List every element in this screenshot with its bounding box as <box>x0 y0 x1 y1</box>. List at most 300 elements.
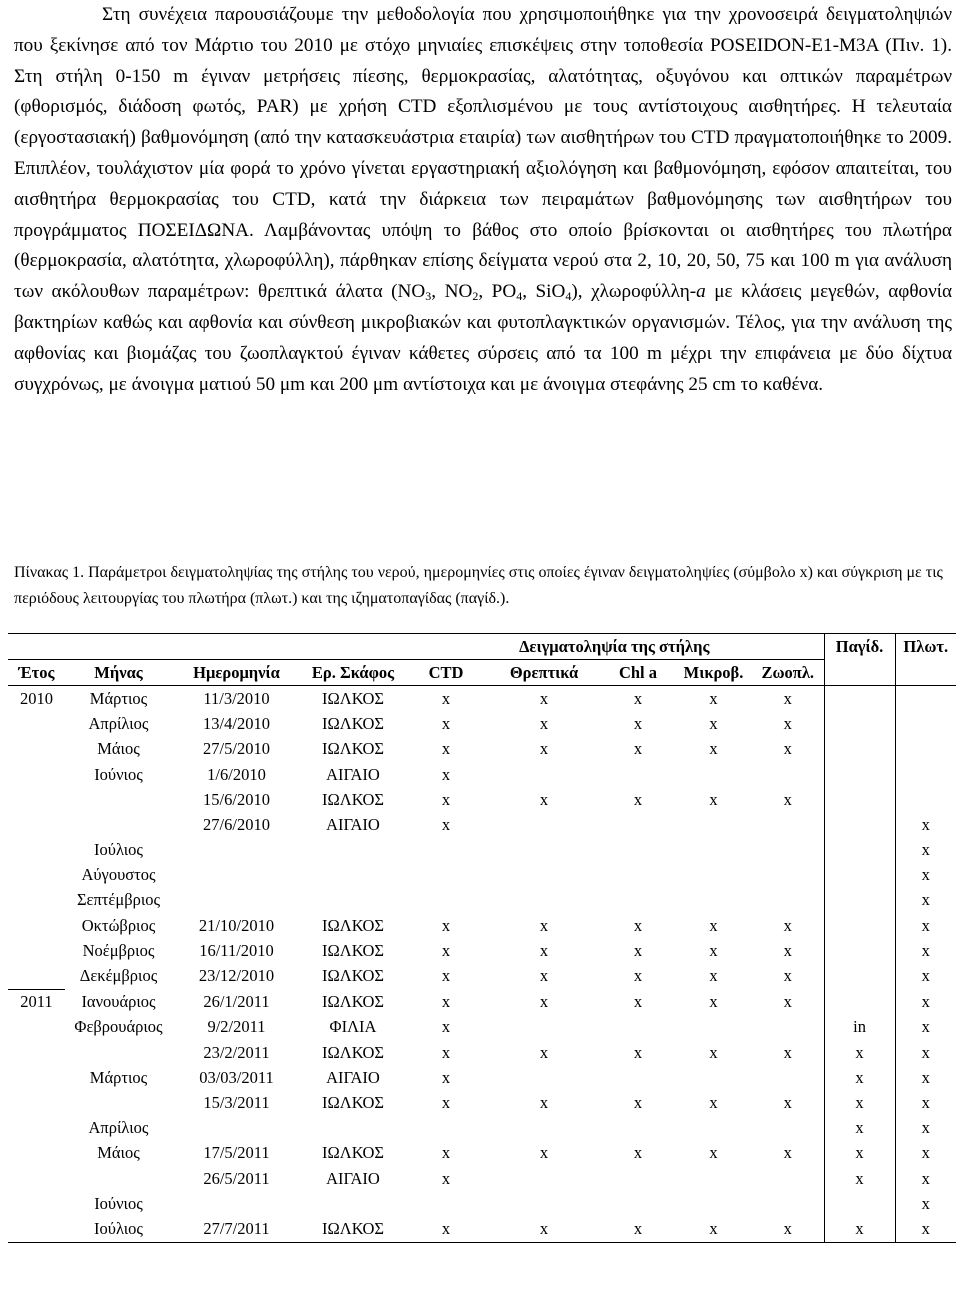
table-cell: x <box>895 1116 956 1141</box>
table-cell: 27/5/2010 <box>203 739 270 759</box>
table-row <box>8 963 956 989</box>
table-cell <box>675 762 752 787</box>
table-cell <box>824 787 895 812</box>
table-cell: 23/2/2011 <box>203 1042 270 1062</box>
table-row <box>8 938 956 963</box>
table-cell: x <box>783 1092 792 1112</box>
table-cell <box>8 1216 65 1242</box>
table-cell: Ιούλιος <box>94 840 143 860</box>
table-cell: x <box>783 915 792 935</box>
table-cell: 21/10/2010 <box>198 915 275 935</box>
table-cell: 17/5/2011 <box>203 1143 270 1163</box>
table-caption: Πίνακας 1. Παράμετροι δειγματοληψίας της στήλης του νερού, ημερομηνίες στις οποίες έγιναν δειγματοληψίες (σύμβολο x) και σύγκριση με τις περιόδους λειτουργίας του πλωτήρα (πλωτ.) και της ιζηματοπαγίδας (παγίδ.). <box>14 564 943 607</box>
table-cell: ΙΩΛΚΟΣ <box>321 1092 385 1112</box>
table-cell: x <box>539 966 549 986</box>
table-row <box>8 863 956 888</box>
table-cell <box>8 1015 65 1040</box>
table-cell <box>65 812 172 837</box>
table-cell: ΙΩΛΚΟΣ <box>321 688 385 708</box>
table-cell: x <box>441 1067 451 1087</box>
table-cell: x <box>633 940 643 960</box>
table-cell: x <box>441 991 451 1011</box>
col-header-chl: Chl a <box>601 660 675 686</box>
table-cell <box>752 838 824 863</box>
table-cell: x <box>783 789 792 809</box>
paragraph-text-3: Επιπλέον, τουλάχιστον μία φορά το χρόνο γίνεται εργαστηριακή αξιολόγηση και βαθμονόμηση, εφόσον απαιτείται, του αισθητήρα θερμοκρασίας του CTD, κατά την διάρκεια των πειραμάτων βαθμονόμησης των αισθητήρων του προγράμματος ΠΟΣΕΙΔΩΝΑ. Λαμβάνοντας υπόψη το βάθος στο οποίο βρίσκονται οι αισθητήρες του πλωτήρα (θερμοκρασία, αλατότητα, χλωροφύλλη), πάρθηκαν επίσης δείγματα νερού στα 2, 10, 20, 50, 75 και 100 m για ανάλυση των ακόλουθων παραμέτρων: θρεπτικά άλατα (NO <box>14 157 952 303</box>
table-cell: x <box>783 688 792 708</box>
table-cell: x <box>405 1216 487 1242</box>
table-cell: ΙΩΛΚΟΣ <box>321 739 385 759</box>
table-cell <box>752 863 824 888</box>
table-row <box>8 1015 956 1040</box>
table-cell: x <box>895 1090 956 1115</box>
table-cell <box>824 712 895 737</box>
table-cell: x <box>539 789 549 809</box>
table-cell: x <box>824 1141 895 1166</box>
table-cell <box>824 913 895 938</box>
table-cell: x <box>441 940 451 960</box>
table-cell <box>301 863 405 888</box>
table-cell: x <box>824 1166 895 1191</box>
table-header-row-1 <box>8 634 956 660</box>
subscript: 4 <box>565 289 572 304</box>
table-cell: x <box>487 1216 601 1242</box>
paragraph-text-1: Στη συνέχεια παρουσιάζουμε την μεθοδολογία που χρησιμοποιήθηκε για την χρονοσειρά δειγματοληψιών που ξεκίνησε από τον Μάρτιο του 2010 με στόχο μηνιαίες επισκέψεις στην τοποθεσία POSEIDON-E1-M3A (Πιν. 1). <box>14 4 952 56</box>
table-row <box>8 1065 956 1090</box>
table-cell <box>8 913 65 938</box>
table-cell: x <box>441 1042 451 1062</box>
subscript: 2 <box>472 289 479 304</box>
table-cell: x <box>824 1040 895 1065</box>
table-cell <box>752 888 824 913</box>
table-cell <box>8 863 65 888</box>
table-cell: ΙΩΛΚΟΣ <box>321 1042 385 1062</box>
table-cell <box>8 938 65 963</box>
table-cell <box>675 838 752 863</box>
table-row <box>8 1090 956 1115</box>
table-cell <box>172 888 301 913</box>
table-cell: x <box>539 1143 549 1163</box>
table-cell: 2011 <box>8 989 65 1015</box>
table-cell: 26/1/2011 <box>203 991 270 1011</box>
table-cell: x <box>539 940 549 960</box>
table-cell <box>601 1166 675 1191</box>
paragraph-text-2: Στη στήλη 0-150 m έγιναν μετρήσεις πίεσης, θερμοκρασίας, αλατότητας, οξυγόνου και οπτικών παραμέτρων (φθορισμός, διάδοση φωτός, PAR) με χρήση CTD εξοπλισμένου με τους αντίστοιχους αισθητήρες. Η τελευταία (εργοστασιακή) βαθμονόμηση (από την κατασκευάστρια εταιρία) των αισθητήρων του CTD πραγματοποιήθηκε το 2009. <box>14 65 952 149</box>
table-cell <box>65 787 172 812</box>
header-cell-buoy-empty <box>895 660 956 686</box>
table-cell <box>895 686 956 712</box>
buoy-header: Πλωτ. <box>895 634 956 660</box>
table-cell <box>8 1141 65 1166</box>
table-cell <box>487 1191 601 1216</box>
table-cell <box>8 1166 65 1191</box>
table-cell <box>487 888 601 913</box>
table-cell: x <box>709 714 718 734</box>
table-cell: ΙΩΛΚΟΣ <box>321 991 385 1011</box>
table-cell: Ιούνιος <box>94 1193 143 1213</box>
table-cell: x <box>441 764 451 784</box>
table-cell <box>601 863 675 888</box>
table-cell: x <box>539 915 549 935</box>
table-cell: 2010 <box>20 688 53 708</box>
table-cell: x <box>709 940 718 960</box>
table-cell: x <box>539 991 549 1011</box>
header-cell <box>301 634 405 660</box>
table-cell <box>405 888 487 913</box>
table-cell: Σεπτέμβριος <box>76 890 161 910</box>
table-cell <box>895 712 956 737</box>
table-cell: x <box>824 1216 895 1242</box>
table-cell <box>675 1116 752 1141</box>
table-cell <box>601 1015 675 1040</box>
table-cell <box>8 737 65 762</box>
table-cell <box>824 963 895 989</box>
col-header-year: Έτος <box>8 660 65 686</box>
table-cell <box>405 863 487 888</box>
table-cell: x <box>895 863 956 888</box>
table-cell: x <box>709 991 718 1011</box>
table-cell <box>405 838 487 863</box>
table-cell: x <box>633 688 643 708</box>
table-cell: x <box>441 714 451 734</box>
table-cell: x <box>441 1017 451 1037</box>
table-cell <box>824 737 895 762</box>
table-cell <box>65 1090 172 1115</box>
table-cell: x <box>601 1216 675 1242</box>
table-cell: ΑΙΓΑΙΟ <box>326 1067 380 1087</box>
table-cell: 16/11/2010 <box>199 940 274 960</box>
table-cell: x <box>633 714 643 734</box>
table-cell <box>8 762 65 787</box>
table-cell <box>8 787 65 812</box>
table-cell <box>824 686 895 712</box>
table-cell <box>675 812 752 837</box>
trap-header: Παγίδ. <box>824 634 895 660</box>
table-cell <box>172 863 301 888</box>
table-cell: Απρίλιος <box>88 714 149 734</box>
table-cell <box>675 1166 752 1191</box>
table-cell: x <box>895 1141 956 1166</box>
group-header: Δειγματοληψία της στήλης <box>405 634 824 660</box>
table-cell <box>895 787 956 812</box>
table-cell: x <box>539 1042 549 1062</box>
table-cell: x <box>709 915 718 935</box>
table-cell <box>487 863 601 888</box>
table-cell <box>824 838 895 863</box>
table-cell <box>895 737 956 762</box>
table-cell <box>487 1166 601 1191</box>
table-row <box>8 1141 956 1166</box>
table-header-row-2 <box>8 660 956 686</box>
table-cell: x <box>441 966 451 986</box>
table-cell <box>8 1040 65 1065</box>
table-cell <box>8 1090 65 1115</box>
table-cell <box>301 1191 405 1216</box>
table-cell: 15/6/2010 <box>203 789 270 809</box>
table-cell <box>487 812 601 837</box>
table-cell: x <box>633 1042 643 1062</box>
table-cell <box>8 888 65 913</box>
table-cell: x <box>824 1116 895 1141</box>
table-cell <box>824 812 895 837</box>
col-header-month: Μήνας <box>65 660 172 686</box>
table-cell: x <box>441 739 451 759</box>
table-row <box>8 1040 956 1065</box>
table-cell: Ιούλιος <box>65 1216 172 1242</box>
table-cell: x <box>539 688 549 708</box>
table-row <box>8 913 956 938</box>
table-cell: 13/4/2010 <box>203 714 270 734</box>
italic-a: a <box>696 281 706 303</box>
table-cell <box>65 1040 172 1065</box>
table-cell: x <box>895 838 956 863</box>
col-header-date: Ημερομηνία <box>172 660 301 686</box>
table-cell: x <box>709 739 718 759</box>
header-cell <box>8 634 65 660</box>
table-cell: Ιανουάριος <box>81 991 156 1011</box>
table-cell: 26/5/2011 <box>203 1168 270 1188</box>
paragraph-text-8: με κλάσεις μεγεθών, αφθονία βακτηρίων καθώς και αφθονία και σύνθεση μικροβιακών και φυτοπλαγκτικών οργανισμών. Τέλος, για την ανάλυση της αφθονίας και βιομάζας του ζωοπλαγκτού έγιναν κάθετες σύρσεις από τα 100 m μέχρι την επιφάνεια με δύο δίχτυα συγχρόνως, με άνοιγμα ματιού 50 μm και 200 μm αντίστοιχα και με άνοιγμα στεφάνης 25 cm το καθένα. <box>14 281 953 395</box>
table-row <box>8 762 956 787</box>
table-cell: x <box>783 1143 792 1163</box>
table-cell <box>601 1116 675 1141</box>
table-cell: 27/7/2011 <box>172 1216 301 1242</box>
header-cell <box>65 634 172 660</box>
table-cell: x <box>709 1143 718 1163</box>
table-cell <box>8 963 65 989</box>
table-cell <box>824 989 895 1015</box>
table-cell: in <box>824 1015 895 1040</box>
table-cell: Αύγουστος <box>81 865 156 885</box>
table-cell <box>752 762 824 787</box>
table-cell: x <box>895 1191 956 1216</box>
table-cell <box>675 1015 752 1040</box>
col-header-microbes: Μικροβ. <box>675 660 752 686</box>
table-cell: x <box>709 789 718 809</box>
paragraph-text-6: , SiO <box>522 281 566 303</box>
paragraph-text-7: ), χλωροφύλλη- <box>571 281 697 303</box>
table-cell: x <box>895 1015 956 1040</box>
table-cell: x <box>783 940 792 960</box>
table-cell: Νοέμβριος <box>82 940 155 960</box>
table-cell <box>601 762 675 787</box>
table-cell: x <box>895 1166 956 1191</box>
table-cell: x <box>539 714 549 734</box>
paragraph-text-4: , NO <box>431 281 473 303</box>
subscript: 4 <box>516 289 523 304</box>
table-cell: ΙΩΛΚΟΣ <box>321 714 385 734</box>
table-row <box>8 1116 956 1141</box>
table-cell: Απρίλιος <box>88 1118 149 1138</box>
table-cell: x <box>783 966 792 986</box>
table-cell <box>301 888 405 913</box>
table-cell <box>487 838 601 863</box>
table-cell <box>301 838 405 863</box>
table-cell <box>65 1166 172 1191</box>
table-cell <box>824 762 895 787</box>
table-row <box>8 812 956 837</box>
body-paragraph <box>14 0 952 400</box>
table-cell: x <box>633 915 643 935</box>
table-cell: x <box>895 989 956 1015</box>
table-cell: x <box>441 814 451 834</box>
table-cell <box>824 1191 895 1216</box>
table-cell <box>8 812 65 837</box>
col-header-zooplankton: Ζωοπλ. <box>752 660 824 686</box>
table-cell <box>601 838 675 863</box>
table-cell: x <box>709 688 718 708</box>
table-cell: Μάρτιος <box>89 688 148 708</box>
table-cell: Δεκέμβριος <box>79 966 158 986</box>
table-cell: x <box>783 991 792 1011</box>
table-cell <box>172 838 301 863</box>
table-row <box>8 888 956 913</box>
table-cell: x <box>752 1216 824 1242</box>
table-cell: Ιούνιος <box>94 764 143 784</box>
table-cell: 9/2/2011 <box>207 1017 266 1037</box>
table-row <box>8 737 956 762</box>
table-cell: ΙΩΛΚΟΣ <box>321 940 385 960</box>
table-cell: x <box>633 1143 643 1163</box>
table-cell: Οκτώβριος <box>81 915 156 935</box>
table-cell <box>601 1191 675 1216</box>
table-cell: x <box>441 789 451 809</box>
table-row <box>8 712 956 737</box>
table-row <box>8 838 956 863</box>
table-cell <box>405 1191 487 1216</box>
table-cell <box>824 863 895 888</box>
table-cell: x <box>783 1042 792 1062</box>
table-cell <box>487 1116 601 1141</box>
table-cell <box>752 1166 824 1191</box>
table-cell: 27/6/2010 <box>203 814 270 834</box>
table-cell: Φεβρουάριος <box>74 1017 163 1037</box>
table-cell: ΙΩΛΚΟΣ <box>321 1143 385 1163</box>
table-cell: ΙΩΛΚΟΣ <box>321 915 385 935</box>
table-cell: ΑΙΓΑΙΟ <box>326 764 380 784</box>
table-cell: ΙΩΛΚΟΣ <box>321 966 385 986</box>
table-cell <box>824 938 895 963</box>
table-cell <box>895 762 956 787</box>
table-cell: x <box>783 714 792 734</box>
table-cell: x <box>633 789 643 809</box>
table-cell: ΑΙΓΑΙΟ <box>326 1168 380 1188</box>
table-row <box>8 787 956 812</box>
table-cell: x <box>895 1065 956 1090</box>
table-cell: x <box>895 963 956 989</box>
table-cell <box>8 838 65 863</box>
table-cell: x <box>895 913 956 938</box>
subscript: 3 <box>425 289 432 304</box>
table-cell: x <box>895 812 956 837</box>
col-header-nutrients: Θρεπτικά <box>487 660 601 686</box>
table-cell <box>752 1191 824 1216</box>
table-cell <box>752 1015 824 1040</box>
table-cell: x <box>539 739 549 759</box>
table-cell: ΑΙΓΑΙΟ <box>326 814 380 834</box>
table-row <box>8 989 956 1015</box>
table-cell: x <box>824 1065 895 1090</box>
table-cell <box>487 762 601 787</box>
header-cell <box>172 634 301 660</box>
table-cell: x <box>441 1092 451 1112</box>
table-cell <box>172 1191 301 1216</box>
col-header-ctd: CTD <box>405 660 487 686</box>
table-cell: x <box>441 915 451 935</box>
table-cell: Μάρτιος <box>89 1067 148 1087</box>
table-cell <box>8 1116 65 1141</box>
table-cell: Μάιος <box>97 739 140 759</box>
table-cell: Μάιος <box>97 1143 140 1163</box>
paragraph-text-5: , PO <box>478 281 517 303</box>
table-cell: 23/12/2010 <box>198 966 275 986</box>
table-cell <box>8 712 65 737</box>
table-cell: x <box>633 1092 643 1112</box>
table-row <box>8 686 956 712</box>
table-cell: ΦΙΛΙΑ <box>329 1017 377 1037</box>
table-cell <box>824 888 895 913</box>
table-row <box>8 1166 956 1191</box>
table-cell <box>675 1191 752 1216</box>
header-cell-trap-empty <box>824 660 895 686</box>
table-cell: x <box>539 1092 549 1112</box>
table-cell: ΙΩΛΚΟΣ <box>321 789 385 809</box>
table-cell <box>172 1116 301 1141</box>
table-cell <box>752 1116 824 1141</box>
table-cell <box>601 888 675 913</box>
table-cell <box>601 812 675 837</box>
table-cell: ΙΩΛΚΟΣ <box>301 1216 405 1242</box>
table-cell: x <box>824 1090 895 1115</box>
table-cell <box>601 1065 675 1090</box>
table-cell <box>8 1065 65 1090</box>
col-header-vessel: Ερ. Σκάφος <box>301 660 405 686</box>
table-cell <box>487 1065 601 1090</box>
table-row <box>8 1191 956 1216</box>
table-cell <box>405 1116 487 1141</box>
table-cell: x <box>709 966 718 986</box>
table-cell: 03/03/2011 <box>199 1067 274 1087</box>
table-cell <box>675 888 752 913</box>
table-cell: x <box>675 1216 752 1242</box>
table-cell <box>675 863 752 888</box>
table-cell: 11/3/2010 <box>203 688 270 708</box>
table-cell: 15/3/2011 <box>203 1092 270 1112</box>
table-cell: x <box>633 991 643 1011</box>
table-cell: x <box>895 938 956 963</box>
table-cell: x <box>895 1040 956 1065</box>
table-cell: x <box>709 1092 718 1112</box>
table-row <box>8 1216 956 1242</box>
table-cell: x <box>709 1042 718 1062</box>
table-cell <box>675 1065 752 1090</box>
table-cell: x <box>441 1143 451 1163</box>
table-cell: x <box>633 739 643 759</box>
table-cell: 1/6/2010 <box>207 764 266 784</box>
table-cell: x <box>895 1216 956 1242</box>
table-cell: x <box>633 966 643 986</box>
table-cell: x <box>441 688 451 708</box>
sampling-table <box>8 633 956 1243</box>
table-cell <box>752 1065 824 1090</box>
table-cell: x <box>783 739 792 759</box>
table-cell <box>8 1191 65 1216</box>
table-cell <box>752 812 824 837</box>
table-cell: x <box>895 888 956 913</box>
table-cell: x <box>441 1168 451 1188</box>
table-cell <box>487 1015 601 1040</box>
table-cell <box>301 1116 405 1141</box>
